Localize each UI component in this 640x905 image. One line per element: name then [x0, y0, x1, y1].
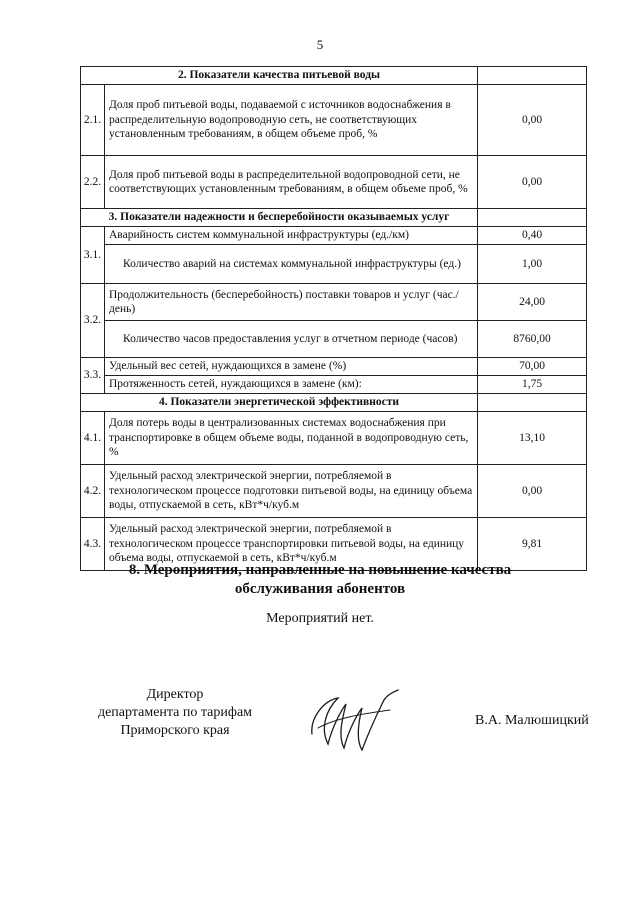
section-header-row	[81, 67, 587, 85]
indicator-text: Доля проб питьевой воды в распределительной водопроводной сети, не соответствующих установленным требованиям, в общем объеме проб, %	[105, 156, 478, 209]
indicator-value: 0,00	[478, 156, 587, 209]
indicator-value: 8760,00	[478, 321, 587, 358]
indicator-value: 1,75	[478, 376, 587, 394]
no-measures-text: Мероприятий нет.	[266, 611, 374, 626]
signatory-name: В.А. Малюшицкий	[475, 713, 589, 728]
table-row	[81, 156, 587, 209]
row-number: 3.3.	[81, 358, 105, 394]
table-row	[81, 85, 587, 156]
table-row	[81, 358, 587, 376]
section-header-row	[81, 394, 587, 412]
row-number: 4.3.	[81, 518, 105, 571]
indicators-table	[80, 66, 587, 571]
indicator-value: 70,00	[478, 358, 587, 376]
table-row	[81, 245, 587, 284]
indicator-text: Количество часов предоставления услуг в отчетном периоде (часов)	[105, 321, 478, 358]
table-row	[81, 376, 587, 394]
indicator-text: Удельный расход электрической энергии, потребляемой в технологическом процессе транспортировки питьевой воды, на единицу объема воды, отпускаемой в сеть, кВт*ч/куб.м	[105, 518, 478, 571]
section-8-heading	[0, 561, 640, 599]
table-row	[81, 227, 587, 245]
indicator-text: Количество аварий на системах коммунальной инфраструктуры (ед.)	[105, 245, 478, 284]
table-row	[81, 412, 587, 465]
indicator-value: 13,10	[478, 412, 587, 465]
section-8-title-line1: 8. Мероприятия, направленные на повышение качества	[128, 562, 512, 578]
page-number: 5	[316, 37, 324, 52]
empty-cell	[478, 209, 587, 227]
indicator-value: 0,00	[478, 465, 587, 518]
row-number: 3.2.	[81, 284, 105, 358]
indicator-text: Удельный вес сетей, нуждающихся в замене (%)	[105, 358, 478, 376]
empty-cell	[478, 394, 587, 412]
handwritten-signature	[306, 688, 402, 754]
row-number: 4.1.	[81, 412, 105, 465]
indicator-value: 9,81	[478, 518, 587, 571]
section-4-title: 4. Показатели энергетической эффективности	[81, 394, 478, 412]
signatory-region: Приморского края	[120, 723, 230, 738]
signatory-title	[60, 686, 290, 740]
indicator-text: Доля потерь воды в централизованных системах водоснабжения при транспортировке в общем объеме воды, поданной в водопроводную сеть, %	[105, 412, 478, 465]
row-number: 4.2.	[81, 465, 105, 518]
row-number: 3.1.	[81, 227, 105, 284]
row-number: 2.1.	[81, 85, 105, 156]
signatory-department: департамента по тарифам	[97, 705, 253, 720]
section-2-title: 2. Показатели качества питьевой воды	[81, 67, 478, 85]
table-row	[81, 321, 587, 358]
row-number: 2.2.	[81, 156, 105, 209]
section-3-title: 3. Показатели надежности и бесперебойности оказываемых услуг	[81, 209, 478, 227]
empty-cell	[478, 67, 587, 85]
indicator-value: 1,00	[478, 245, 587, 284]
table-row	[81, 284, 587, 321]
indicator-text: Протяженность сетей, нуждающихся в замене (км):	[105, 376, 478, 394]
indicator-text: Продолжительность (бесперебойность) поставки товаров и услуг (час./день)	[105, 284, 478, 321]
indicator-text: Доля проб питьевой воды, подаваемой с источников водоснабжения в распределительную водопроводную сеть, не соответствующих установленным требованиям, в общем объеме проб, %	[105, 85, 478, 156]
indicator-text: Удельный расход электрической энергии, потребляемой в технологическом процессе подготовки питьевой воды, на единицу объема воды, отпускаемой в сеть, кВт*ч/куб.м	[105, 465, 478, 518]
section-8-title-line2: обслуживания абонентов	[234, 581, 406, 597]
indicator-text: Аварийность систем коммунальной инфраструктуры (ед./км)	[105, 227, 478, 245]
table-row	[81, 465, 587, 518]
signatory-position: Директор	[146, 687, 204, 702]
indicator-value: 24,00	[478, 284, 587, 321]
indicator-value: 0,40	[478, 227, 587, 245]
indicator-value: 0,00	[478, 85, 587, 156]
section-header-row	[81, 209, 587, 227]
